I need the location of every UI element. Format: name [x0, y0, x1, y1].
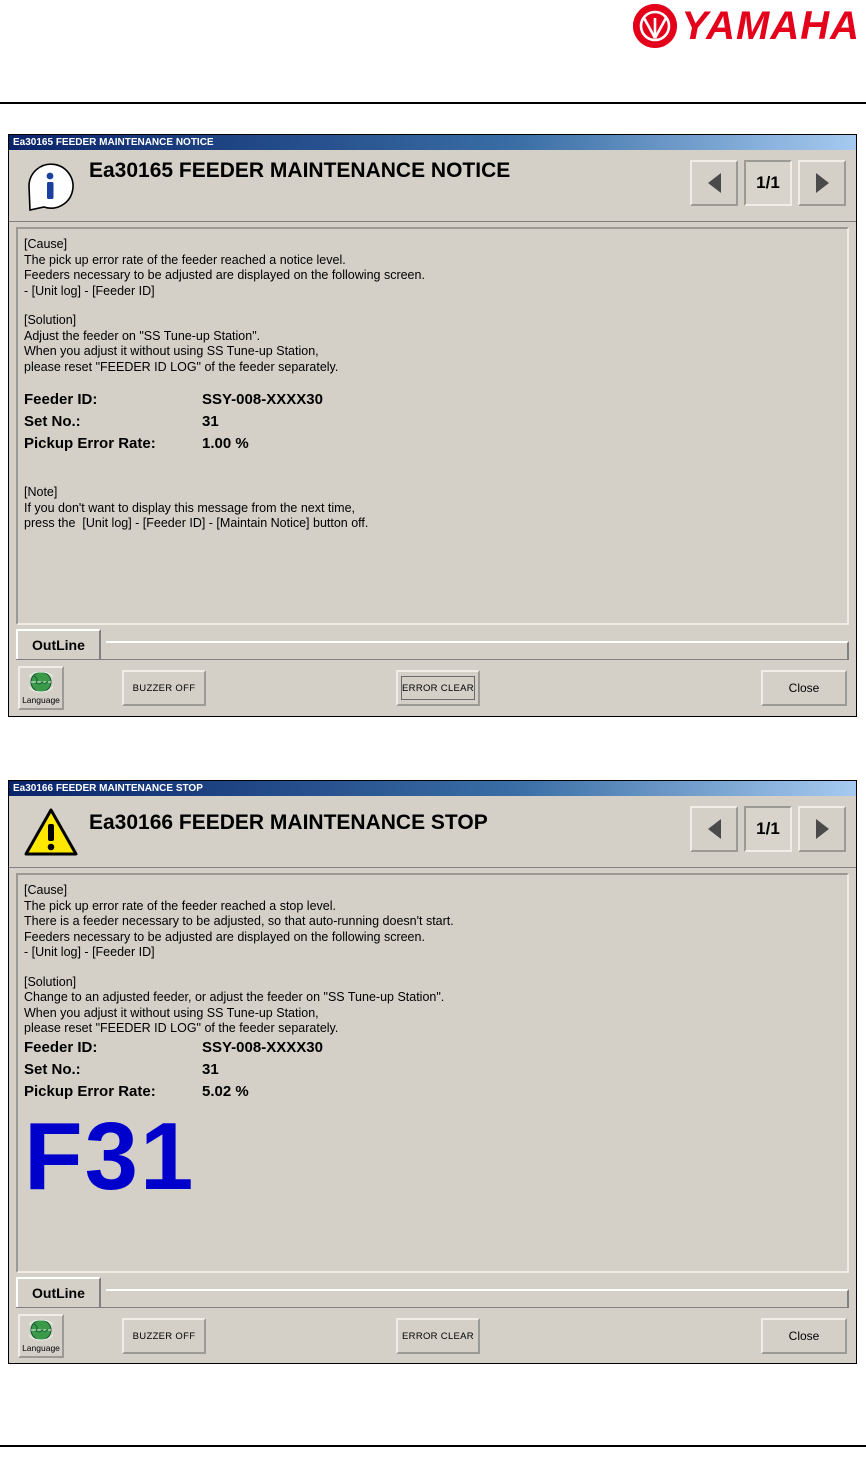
message-line: [Cause] [24, 883, 68, 897]
dialog-header [9, 796, 856, 868]
message-line: [Cause] [24, 237, 68, 251]
message-line: [Solution] [24, 313, 77, 327]
buzzer-off-button[interactable]: BUZZER OFF [122, 1318, 206, 1354]
language-button-label: Language [22, 1343, 60, 1353]
spacer [24, 455, 841, 485]
message-line: When you adjust it without using SS Tune-up Station, [24, 344, 319, 358]
triangle-left-icon [708, 173, 721, 193]
page-header [0, 0, 866, 104]
error-clear-button-label: ERROR CLEAR [401, 676, 475, 700]
globe-icon [29, 1318, 53, 1342]
dialog-title: Ea30166 FEEDER MAINTENANCE STOP [89, 811, 488, 834]
message-line: When you adjust it without using SS Tune-up Station, [24, 1005, 319, 1020]
feeder-maintenance-stop-dialog [8, 780, 857, 1364]
prev-page-button[interactable] [690, 806, 738, 852]
dialog-titlebar: Ea30165 FEEDER MAINTENANCE NOTICE [9, 135, 856, 150]
message-line: Feeders necessary to be adjusted are displayed on the following screen. [24, 268, 425, 282]
detail-row [24, 1059, 841, 1081]
triangle-left-icon [708, 819, 721, 839]
detail-value: 31 [202, 1060, 219, 1078]
next-page-button[interactable] [798, 806, 846, 852]
language-button-label: Language [22, 695, 60, 705]
spacer [24, 299, 841, 313]
yamaha-logo [633, 4, 860, 48]
detail-row [24, 411, 841, 433]
detail-label: Feeder ID: [24, 391, 98, 408]
message-line: [Solution] [24, 974, 77, 989]
dialog-footer [16, 659, 849, 713]
detail-row [24, 1037, 841, 1059]
detail-label: Feeder ID: [24, 1038, 98, 1056]
tab-bar [16, 629, 849, 659]
message-line: The pick up error rate of the feeder reached a stop level. [24, 898, 336, 913]
message-line: The pick up error rate of the feeder reached a notice level. [24, 252, 346, 267]
yamaha-tuning-fork-icon [633, 4, 677, 48]
detail-label: Pickup Error Rate: [24, 435, 156, 452]
detail-value: 1.00 % [202, 435, 249, 452]
detail-label: Pickup Error Rate: [24, 1082, 156, 1100]
buzzer-off-button[interactable]: BUZZER OFF [122, 670, 206, 706]
error-clear-button-label: ERROR CLEAR [402, 1330, 474, 1342]
page-navigation [690, 806, 846, 852]
detail-row [24, 1081, 841, 1103]
error-clear-button[interactable] [396, 1318, 480, 1354]
tab-outline[interactable]: OutLine [16, 629, 101, 659]
close-button[interactable]: Close [761, 1318, 847, 1354]
note-line: [Note] [24, 485, 58, 499]
detail-row [24, 389, 841, 411]
triangle-right-icon [816, 173, 829, 193]
detail-value: SSY-008-XXXX30 [202, 1038, 323, 1056]
detail-label: Set No.: [24, 1060, 81, 1078]
page-navigation [690, 160, 846, 206]
language-button[interactable] [18, 666, 64, 710]
message-line: Change to an adjusted feeder, or adjust the feeder on "SS Tune-up Station". [24, 990, 445, 1004]
message-line: - [Unit log] - [Feeder ID] [24, 945, 155, 959]
tab-bar-filler [106, 1289, 849, 1307]
message-line: - [Unit log] - [Feeder ID] [24, 283, 155, 298]
detail-value: 5.02 % [202, 1082, 249, 1100]
dialog-footer [16, 1307, 849, 1361]
warning-icon [23, 804, 79, 860]
globe-icon [29, 670, 53, 694]
message-line: please reset "FEEDER ID LOG" of the feeder separately. [24, 1021, 339, 1035]
dialog-titlebar: Ea30166 FEEDER MAINTENANCE STOP [9, 781, 856, 796]
detail-label: Set No.: [24, 413, 81, 430]
message-line: please reset "FEEDER ID LOG" of the feeder separately. [24, 359, 339, 374]
spacer [24, 961, 841, 975]
spacer [24, 375, 841, 389]
language-button[interactable] [18, 1314, 64, 1358]
message-line: Feeders necessary to be adjusted are displayed on the following screen. [24, 929, 425, 944]
yamaha-wordmark: YAMAHA [681, 4, 860, 48]
detail-value: SSY-008-XXXX30 [202, 391, 323, 408]
feeder-maintenance-notice-dialog [8, 134, 857, 717]
prev-page-button[interactable] [690, 160, 738, 206]
feeder-error-code: F31 [24, 1102, 196, 1210]
message-area [16, 873, 849, 1273]
page-indicator: 1/1 [744, 160, 792, 206]
detail-row [24, 433, 841, 455]
next-page-button[interactable] [798, 160, 846, 206]
information-icon [23, 158, 79, 214]
page-indicator: 1/1 [744, 806, 792, 852]
note-line: If you don't want to display this message from the next time, [24, 500, 356, 515]
tab-bar [16, 1277, 849, 1307]
dialog-header [9, 150, 856, 222]
dialog-title: Ea30165 FEEDER MAINTENANCE NOTICE [89, 159, 511, 182]
page-footer-rule [0, 1445, 866, 1447]
message-line: There is a feeder necessary to be adjusted, so that auto-running doesn't start. [24, 914, 454, 928]
close-button[interactable]: Close [761, 670, 847, 706]
tab-outline[interactable]: OutLine [16, 1277, 101, 1307]
triangle-right-icon [816, 819, 829, 839]
message-area [16, 227, 849, 625]
note-line: press the [Unit log] - [Feeder ID] - [Maintain Notice] button off. [24, 516, 369, 530]
detail-value: 31 [202, 413, 219, 430]
error-clear-button[interactable] [396, 670, 480, 706]
message-line: Adjust the feeder on "SS Tune-up Station". [24, 328, 261, 343]
tab-bar-filler [106, 641, 849, 659]
